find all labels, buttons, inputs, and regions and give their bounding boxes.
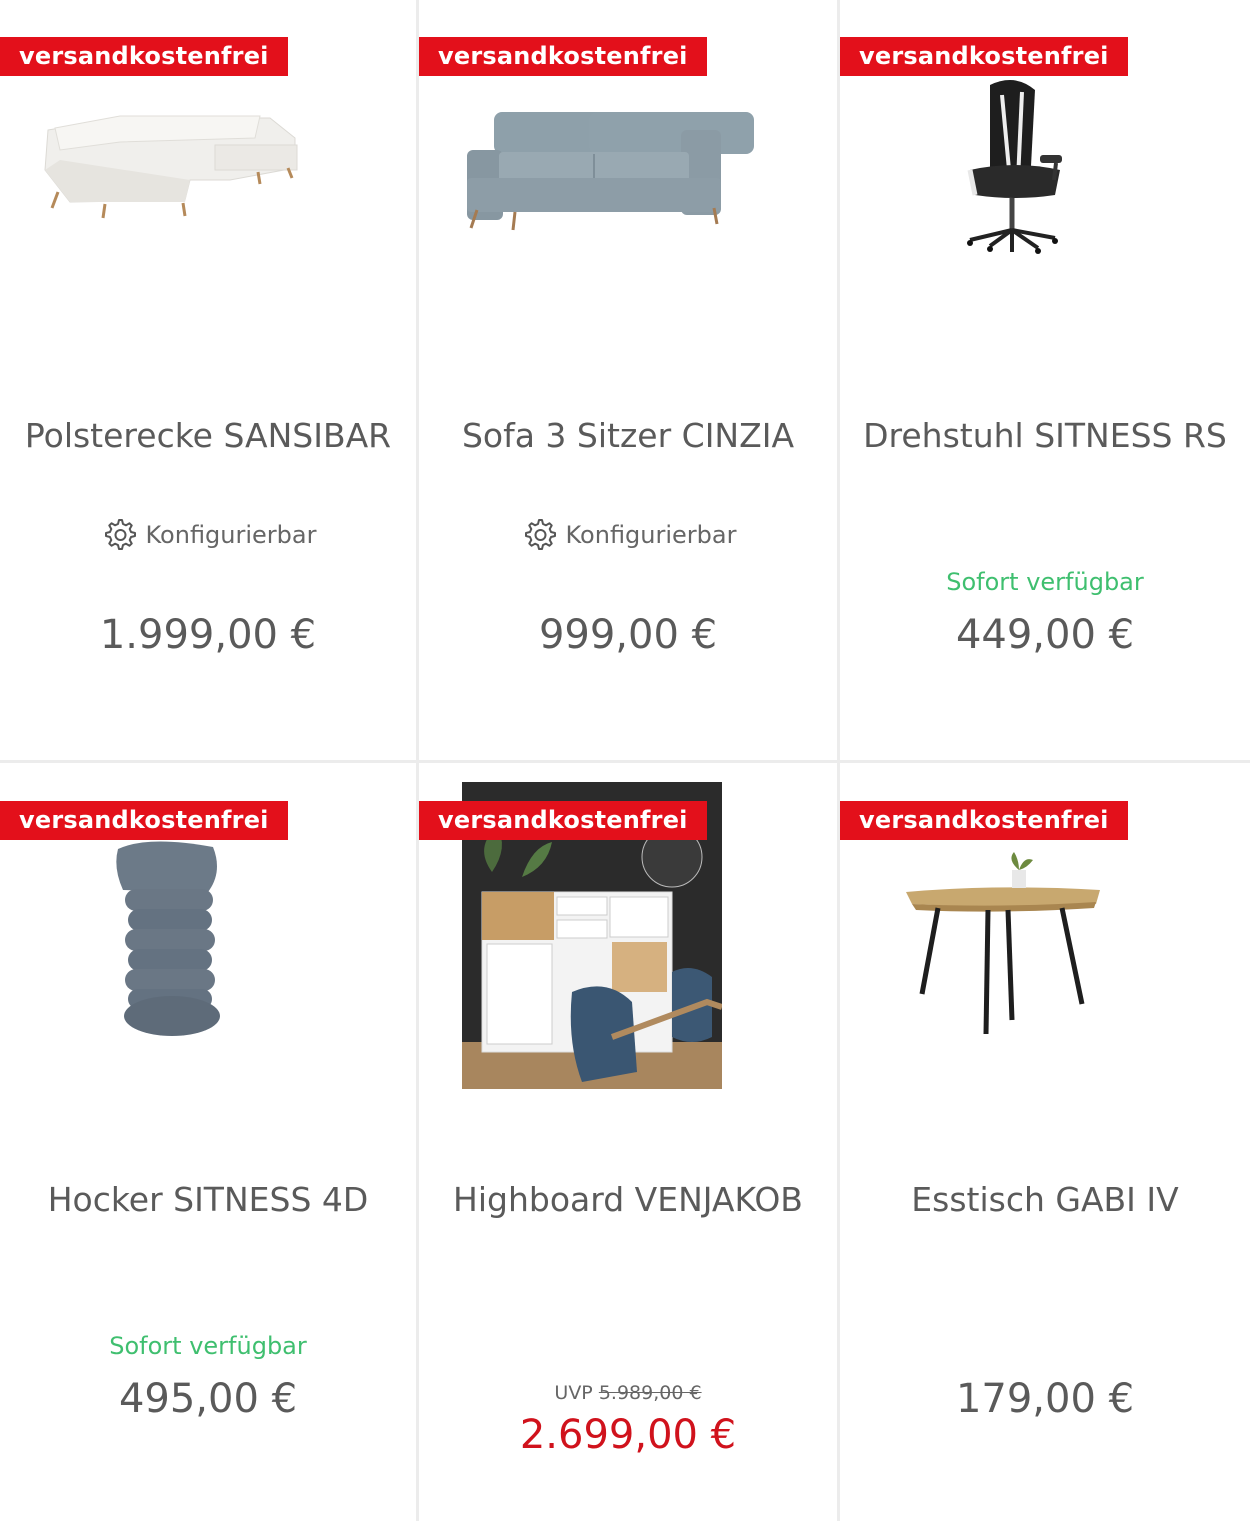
product-price: 495,00 € <box>118 1376 298 1422</box>
configurable-label: Konfigurierbar <box>565 521 737 549</box>
product-price: 1.999,00 € <box>99 612 317 658</box>
uvp-original-price: 5.989,00 € <box>598 1382 702 1404</box>
shipping-free-badge: versandkostenfrei <box>0 37 288 76</box>
product-card-sofa[interactable] <box>419 0 837 760</box>
product-title[interactable]: Drehstuhl SITNESS RS <box>863 416 1227 455</box>
shipping-free-badge: versandkostenfrei <box>840 37 1128 76</box>
configurable-indicator <box>0 516 416 554</box>
uvp-label: UVP <box>554 1382 593 1404</box>
product-card-drehstuhl[interactable] <box>840 0 1250 760</box>
product-title[interactable]: Hocker SITNESS 4D <box>47 1180 369 1219</box>
shipping-free-badge: versandkostenfrei <box>419 801 707 840</box>
sale-price: 2.699,00 € <box>519 1412 737 1458</box>
configurable-indicator <box>419 516 837 554</box>
configurable-label: Konfigurierbar <box>145 521 317 549</box>
product-price: 999,00 € <box>538 612 718 658</box>
product-title[interactable]: Esstisch GABI IV <box>911 1180 1179 1219</box>
shipping-free-badge: versandkostenfrei <box>840 801 1128 840</box>
gear-icon <box>520 516 558 554</box>
product-price: 179,00 € <box>955 1376 1135 1422</box>
availability-status: Sofort verfügbar <box>109 1332 307 1360</box>
product-price: 449,00 € <box>955 612 1135 658</box>
shipping-free-badge: versandkostenfrei <box>419 37 707 76</box>
product-card-hocker[interactable] <box>0 764 416 1524</box>
product-card-highboard[interactable] <box>419 764 837 1524</box>
availability-status: Sofort verfügbar <box>946 568 1144 596</box>
row-divider <box>0 760 1250 763</box>
shipping-free-badge: versandkostenfrei <box>0 801 288 840</box>
product-title[interactable]: Sofa 3 Sitzer CINZIA <box>461 416 795 455</box>
product-title[interactable]: Highboard VENJAKOB <box>453 1180 803 1219</box>
product-title[interactable]: Polsterecke SANSIBAR <box>24 416 392 455</box>
uvp-price <box>419 1382 837 1404</box>
gear-icon <box>100 516 138 554</box>
product-card-esstisch[interactable] <box>840 764 1250 1524</box>
product-card-polsterecke[interactable] <box>0 0 416 760</box>
